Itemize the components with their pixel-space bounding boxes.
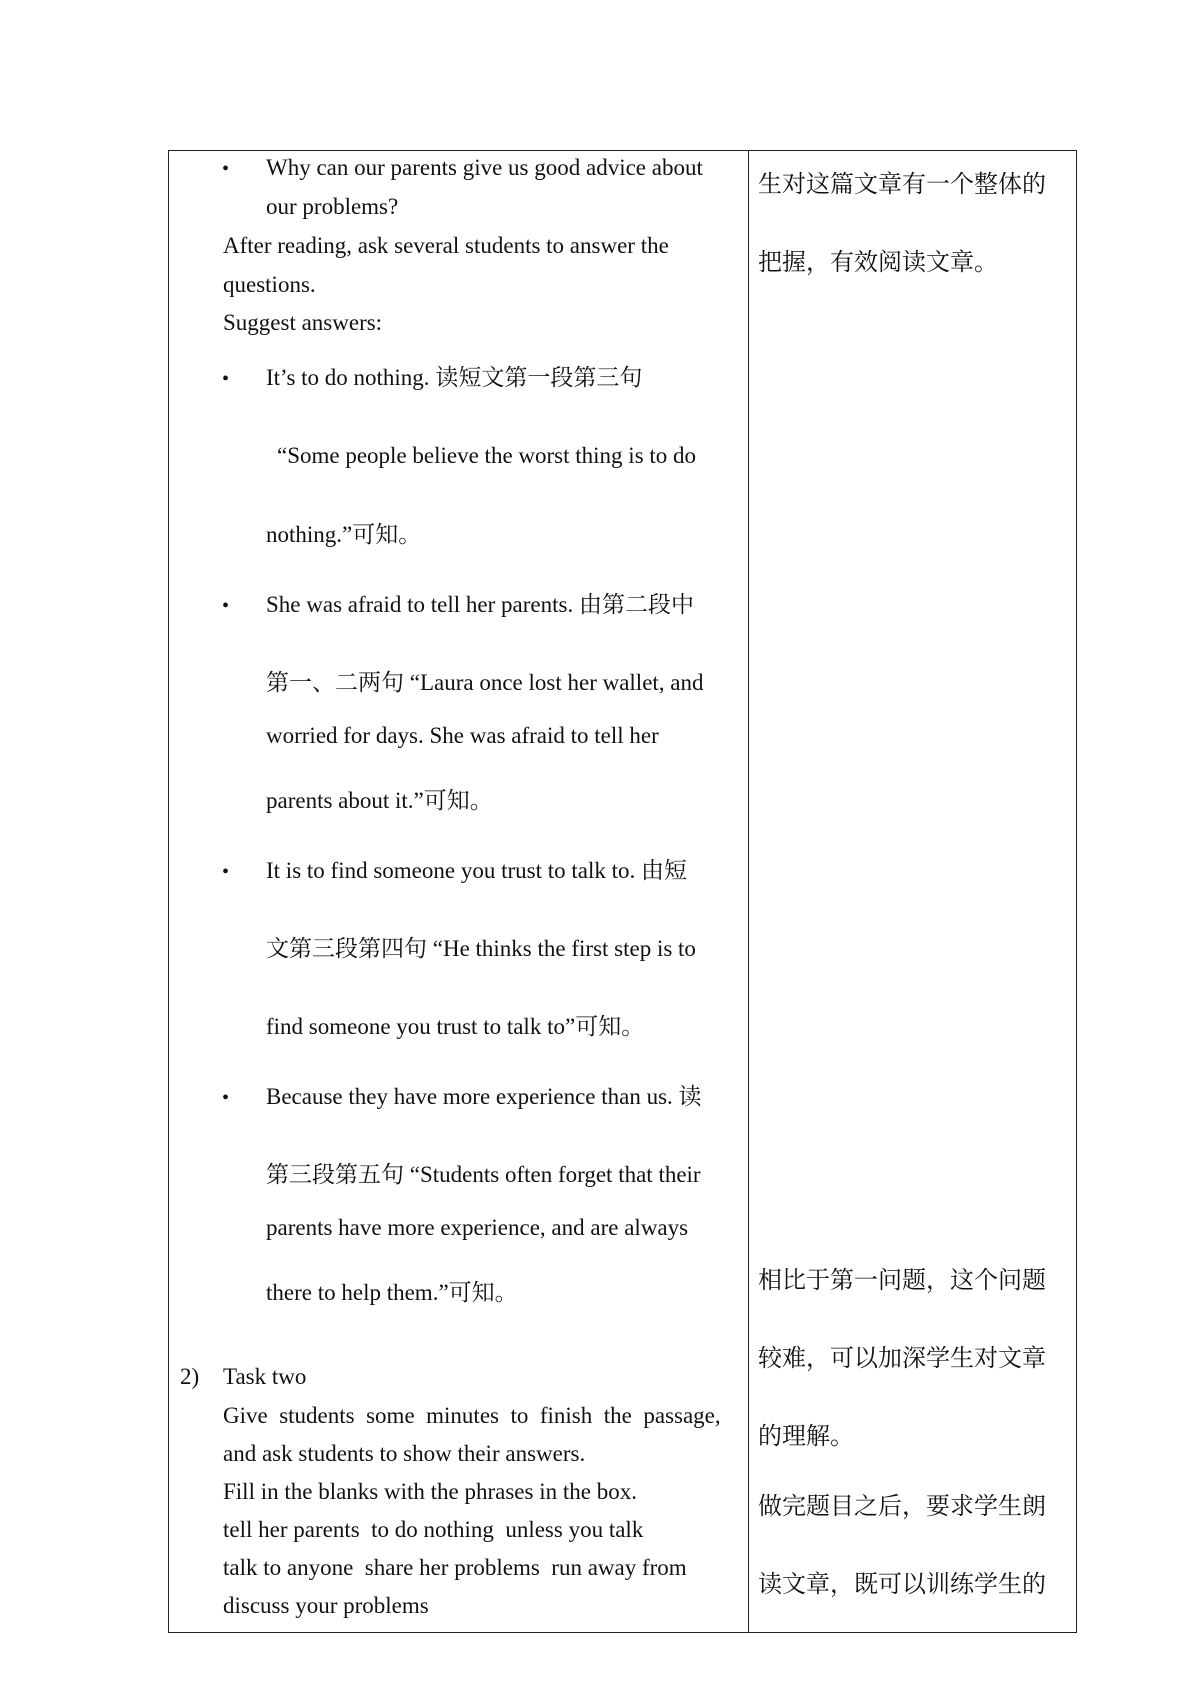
phrase-box-line: tell her parents to do nothing unless you talk	[223, 1517, 644, 1542]
instruction-line: questions.	[223, 272, 316, 297]
question-line: Why can our parents give us good advice about	[266, 155, 703, 180]
task-instruction: and ask students to show their answers.	[223, 1441, 586, 1466]
phrase-box-line: talk to anyone share her problems run away from	[223, 1555, 687, 1580]
note-line: 相比于第一问题，这个问题	[758, 1266, 1046, 1294]
answer-line: Because they have more experience than us. 读	[266, 1084, 702, 1110]
suggest-answers-label: Suggest answers:	[223, 310, 383, 335]
answer-line: It’s to do nothing. 读短文第一段第三句	[266, 365, 643, 391]
task-number: 2)	[180, 1364, 200, 1389]
column-divider	[748, 151, 749, 1632]
answer-line: parents about it.”可知。	[266, 788, 493, 814]
instruction-line: After reading, ask several students to answer the	[223, 233, 669, 258]
answer-line: worried for days. She was afraid to tell her	[266, 723, 659, 748]
note-line: 生对这篇文章有一个整体的	[758, 170, 1046, 198]
note-line: 把握，有效阅读文章。	[758, 248, 998, 276]
answer-line: It is to find someone you trust to talk to. 由短	[266, 858, 687, 884]
task-instruction: Give students some minutes to finish the passage,	[223, 1403, 721, 1428]
answer-line: “Some people believe the worst thing is to do	[277, 443, 697, 468]
note-line: 的理解。	[758, 1422, 854, 1450]
task-instruction: Fill in the blanks with the phrases in the box.	[223, 1479, 637, 1504]
answer-line: 第一、二两句 “Laura once lost her wallet, and	[266, 670, 704, 696]
bullet-icon: •	[222, 861, 230, 883]
bullet-icon: •	[222, 158, 230, 180]
answer-line: 第三段第五句 “Students often forget that their	[266, 1162, 701, 1188]
bullet-icon: •	[222, 1087, 230, 1109]
note-line: 较难，可以加深学生对文章	[758, 1344, 1046, 1372]
note-line: 读文章，既可以训练学生的	[758, 1570, 1046, 1598]
question-line: our problems?	[266, 194, 399, 219]
note-line: 做完题目之后，要求学生朗	[758, 1492, 1046, 1520]
bullet-icon: •	[222, 368, 230, 390]
answer-line: She was afraid to tell her parents. 由第二段中	[266, 592, 694, 618]
lesson-plan-table	[168, 150, 1077, 1633]
phrase-box-line: discuss your problems	[223, 1593, 429, 1618]
answer-line: find someone you trust to talk to”可知。	[266, 1014, 645, 1040]
answer-line: there to help them.”可知。	[266, 1280, 518, 1306]
answer-line: parents have more experience, and are always	[266, 1215, 689, 1240]
answer-line: nothing.”可知。	[266, 522, 422, 548]
answer-line: 文第三段第四句 “He thinks the first step is to	[266, 936, 696, 962]
bullet-icon: •	[222, 595, 230, 617]
task-title: Task two	[223, 1364, 307, 1389]
